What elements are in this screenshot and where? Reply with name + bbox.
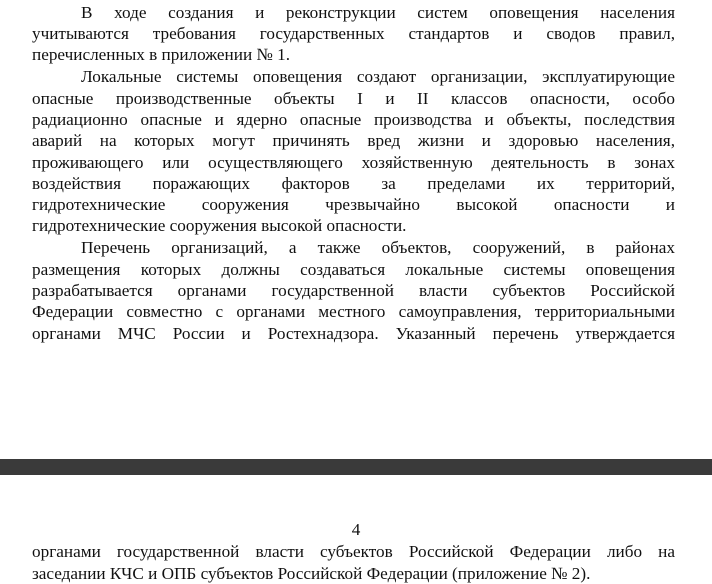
paragraph-3-line-3: разрабатывается органами государственной власти субъектов Российской (32, 281, 675, 300)
paragraph-2-line-3: радиационно опасные и ядерно опасные производства и объекты, последствия (32, 110, 675, 129)
paragraph-2-line-1: Локальные системы оповещения создают организации, эксплуатирующие (81, 67, 675, 86)
paragraph-1-line-3: перечисленных в приложении № 1. (32, 45, 291, 64)
paragraph-3-line-4: Федерации совместно с органами местного самоуправления, территориальными (32, 302, 675, 321)
paragraph-3-line-2: размещения которых должны создаваться локальные системы оповещения (32, 260, 675, 279)
page-2-line-1: органами государственной власти субъектов Российской Федерации либо на (32, 542, 675, 561)
paragraph-2-line-7: гидротехнические сооружения чрезвычайно высокой опасности и (32, 195, 675, 214)
paragraph-2-line-5: проживающего или осуществляющего хозяйственную деятельность в зонах (32, 153, 675, 172)
paragraph-1-line-1: В ходе создания и реконструкции систем оповещения населения (81, 3, 675, 22)
page-break-divider (0, 459, 712, 475)
paragraph-2-line-4: аварий на которых могут причинять вред жизни и здоровью населения, (32, 131, 675, 150)
paragraph-2-line-6: воздействия поражающих факторов за пределами их территорий, (32, 174, 675, 193)
paragraph-2-line-8: гидротехнические сооружения высокой опасности. (32, 216, 407, 235)
paragraph-3-line-5: органами МЧС России и Ростехнадзора. Указанный перечень утверждается (32, 324, 675, 343)
page-number: 4 (351, 520, 361, 539)
paragraph-2-line-2: опасные производственные объекты I и II классов опасности, особо (32, 89, 675, 108)
paragraph-1-line-2: учитываются требования государственных стандартов и сводов правил, (32, 24, 675, 43)
page-2-line-2: заседании КЧС и ОПБ субъектов Российской Федерации (приложение № 2). (32, 564, 591, 583)
paragraph-3-line-1: Перечень организаций, а также объектов, сооружений, в районах (81, 238, 675, 257)
